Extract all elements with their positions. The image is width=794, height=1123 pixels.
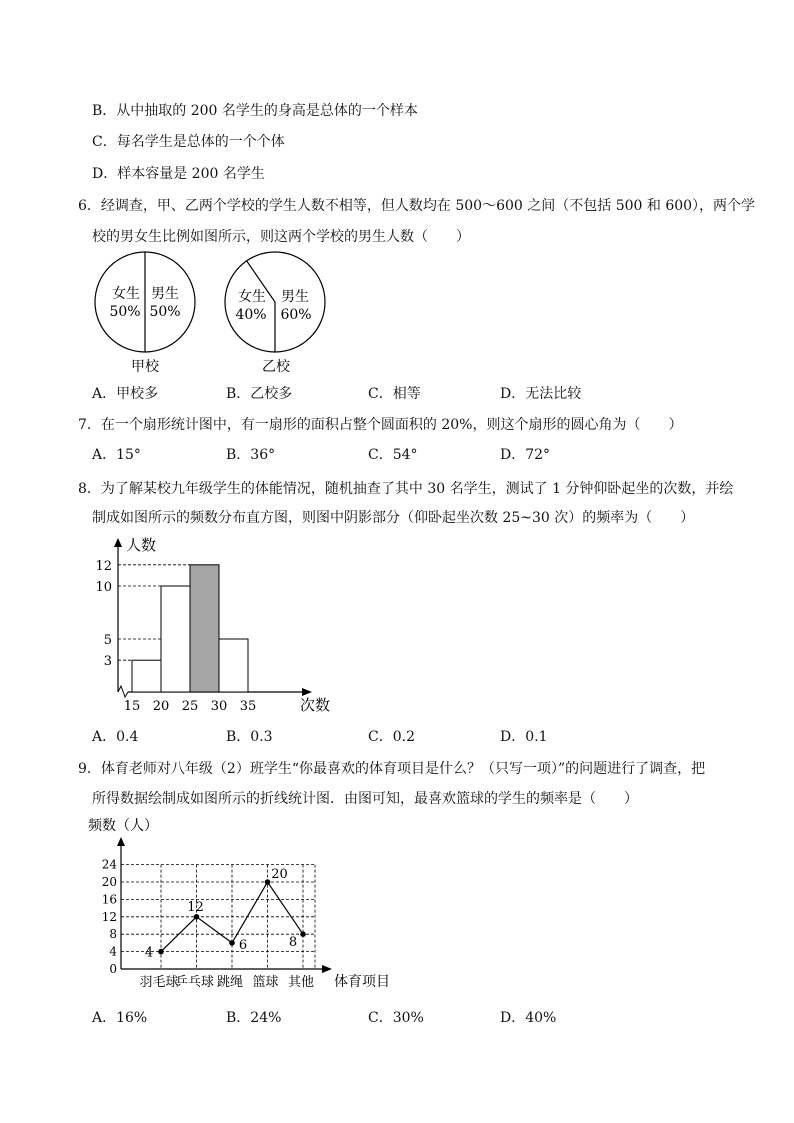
q6-option-d: D．无法比较: [500, 386, 582, 402]
line-data-label: 12: [187, 899, 204, 915]
line-x-arrow: [322, 965, 332, 973]
q7-option-b: B．36°: [226, 447, 276, 463]
pie-b-right-name: 男生: [281, 289, 309, 305]
q5-option-c: C．每名学生是总体的一个个体: [92, 134, 285, 150]
hist-y-tick-label: 10: [95, 580, 112, 595]
q6-pie-charts: [88, 245, 328, 380]
line-x-tick-label: 乒乓球: [174, 975, 215, 990]
q9-option-d: D．40%: [500, 1010, 557, 1026]
line-x-label: 体育项目: [334, 974, 390, 990]
line-y-tick-label: 8: [109, 927, 117, 942]
line-y-tick-label: 16: [101, 892, 117, 907]
hist-y-arrow: [114, 538, 122, 547]
line-x-tick-label: 篮球: [252, 975, 279, 990]
line-point: [158, 949, 164, 955]
q8-histogram: [88, 530, 348, 720]
q8-option-b: B．0.3: [226, 729, 273, 745]
line-x-tick-label: 其他: [287, 975, 315, 990]
hist-x-arrow: [302, 688, 312, 696]
q9-option-c: C．30%: [368, 1010, 424, 1026]
line-x-tick-label: 跳绳: [216, 975, 244, 990]
q7-option-d: D．72°: [500, 447, 551, 463]
pie-b-right-pct: 60%: [280, 307, 312, 323]
hist-x-label: 次数: [300, 696, 331, 714]
q6-stem-line2: 校的男女生比例如图所示，则这两个学校的男生人数（ ）: [92, 229, 470, 245]
line-point: [229, 940, 235, 946]
hist-x-tick-label: 35: [239, 699, 257, 714]
hist-bar: [132, 660, 161, 692]
q8-option-d: D．0.1: [500, 729, 548, 745]
line-point: [194, 914, 200, 920]
line-data-label: 6: [238, 937, 248, 953]
hist-axis-break: [118, 686, 128, 697]
q7-option-a: A．15°: [92, 447, 141, 463]
line-x-tick-label: 羽毛球: [139, 975, 179, 990]
q8-stem-line2: 制成如图所示的频数分布直方图，则图中阴影部分（仰卧起坐次数 25~30 次）的频率为（ ）: [92, 510, 695, 526]
q8-option-a: A．0.4: [92, 729, 139, 745]
pie-a-right-name: 男生: [151, 286, 179, 302]
line-y-arrow: [117, 837, 125, 846]
hist-x-tick-label: 25: [181, 699, 199, 714]
pie-b-left-name: 女生: [238, 289, 266, 305]
line-y-label: 频数（人）: [88, 818, 158, 834]
q8-option-c: C．0.2: [368, 729, 415, 745]
line-y-tick-label: 12: [101, 909, 117, 924]
pie-a-left-pct: 50%: [109, 304, 141, 320]
hist-y-tick-label: 12: [95, 558, 112, 574]
q9-option-b: B．24%: [226, 1010, 282, 1026]
q9-line-chart: [88, 812, 408, 997]
line-point: [265, 879, 271, 885]
q6-stem-line1: 6．经调查，甲、乙两个学校的学生人数不相等，但人数均在 500～600 之间（不包括 500 和 600），两个学: [78, 198, 756, 214]
pie-b-label: 乙校: [262, 359, 290, 375]
q5-option-d: D．样本容量是 200 名学生: [92, 166, 265, 182]
q6-option-c: C．相等: [368, 386, 421, 402]
pie-a-label: 甲校: [131, 359, 159, 375]
q9-stem-line2: 所得数据绘制成如图所示的折线统计图．由图可知，最喜欢篮球的学生的频率是（ ）: [92, 791, 638, 807]
hist-bar-shaded: [190, 565, 219, 692]
line-data-label: 4: [144, 945, 154, 961]
line-y-tick-label: 20: [101, 875, 117, 889]
line-data-label: 8: [288, 935, 298, 951]
q7-stem: 7．在一个扇形统计图中，有一扇形的面积占整个圆面积的 20%，则这个扇形的圆心角为（ ）: [78, 417, 683, 433]
hist-y-label: 人数: [126, 536, 157, 554]
hist-x-tick-label: 20: [152, 699, 170, 714]
pie-chart-b: [225, 252, 325, 375]
line-y-tick-label: 24: [101, 857, 117, 872]
line-y-tick-label: 0: [109, 962, 117, 976]
q9-stem-line1: 9．体育老师对八年级（2）班学生“你最喜欢的体育项目是什么？（只写一项）”的问题进行了调查，把: [78, 761, 706, 777]
pie-b-left-pct: 40%: [235, 307, 267, 323]
line-data-label: 20: [271, 867, 288, 882]
hist-y-tick-label: 3: [103, 654, 112, 670]
q6-option-a: A．甲校多: [92, 386, 159, 402]
hist-y-tick-label: 5: [103, 633, 112, 648]
q6-option-b: B．乙校多: [226, 386, 293, 402]
q8-stem-line1: 8．为了解某校九年级学生的体能情况，随机抽查了其中 30 名学生，测试了 1 分钟仰卧起坐的次数，并绘: [78, 481, 734, 497]
pie-chart-a: [95, 252, 195, 375]
q5-option-b: B．从中抽取的 200 名学生的身高是总体的一个样本: [92, 103, 418, 119]
pie-a-right-pct: 50%: [149, 304, 181, 320]
pie-a-left-name: 女生: [112, 286, 140, 302]
hist-x-tick-label: 30: [210, 699, 228, 714]
q9-option-a: A．16%: [92, 1010, 148, 1026]
q7-option-c: C．54°: [368, 447, 418, 463]
hist-bar: [219, 639, 248, 692]
hist-bar: [161, 586, 190, 692]
hist-x-tick-label: 15: [123, 699, 141, 714]
line-point: [300, 931, 306, 937]
line-y-tick-label: 4: [109, 944, 117, 959]
